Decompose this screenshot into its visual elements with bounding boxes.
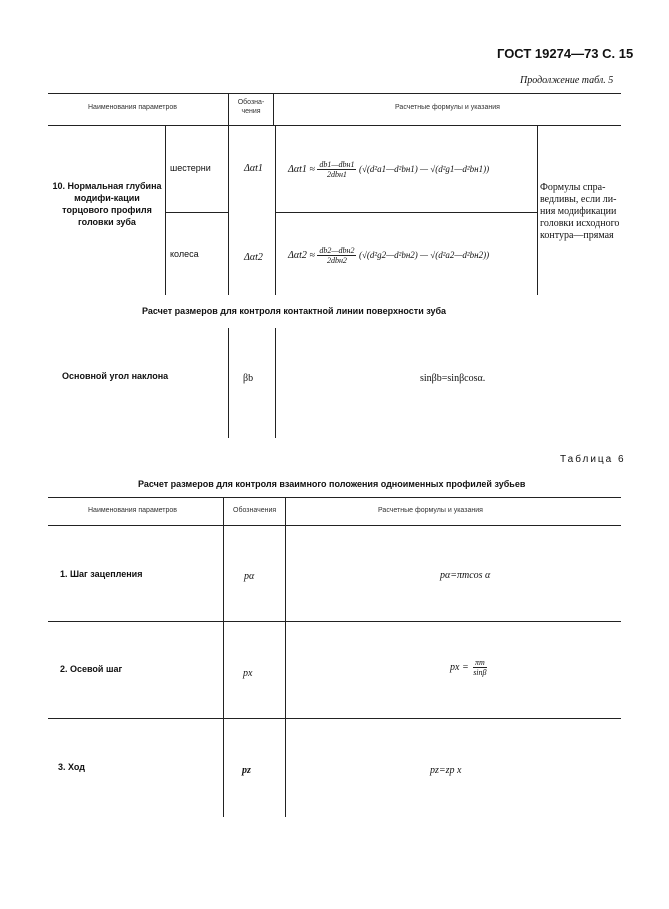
row10-divider <box>165 125 166 295</box>
row10-sub-separator <box>165 212 228 213</box>
table5-col-symbol: Обозна- чения <box>237 99 265 115</box>
row10-formula1: Δαt1 ≈ $\frac{\text{db1—dbн1}}{\text{2dbн1}}$ (√(d²a1—d²bн1) — √(d²g1—d²bн1)) <box>288 160 490 179</box>
row10-formula2: Δαt2 ≈ $\frac{\text{db2—dbн2}}{\text{2dbн2}}$ (√(d²g2—d²bн2) — √(d²a2—d²bн2)) <box>288 246 490 265</box>
table6-row-separator <box>48 718 621 719</box>
table6-row-separator <box>48 621 621 622</box>
base-angle-name: Основной угол наклона <box>62 371 169 381</box>
row10-divider <box>228 125 229 295</box>
table6-label: Таблица 6 <box>560 454 626 465</box>
table6-col-divider <box>285 497 286 817</box>
section-title: Расчет размеров для контроля контактной линии поверхности зуба <box>142 306 447 316</box>
base-angle-formula: sinβb=sinβcosα. <box>420 373 486 384</box>
base-angle-divider <box>275 328 276 438</box>
table5-top-border <box>48 93 621 94</box>
table5-col-formula: Расчетные формулы и указания <box>395 104 500 111</box>
table6-title: Расчет размеров для контроля взаимного положения одноименных профилей зубьев <box>138 479 526 489</box>
row10-name: 10. Нормальная глубина модифи-кации торцового профиля головки зуба <box>52 181 162 227</box>
table6-row2-name: 2. Осевой шаг <box>60 664 123 674</box>
row10-divider <box>275 125 276 295</box>
table6-row1-formula: pα=πmcos α <box>440 570 491 581</box>
table6-col-symbol: Обозначения <box>233 507 277 514</box>
table6-row3-symbol: pz <box>242 765 251 776</box>
row10-symbol1: Δαt1 <box>244 163 263 174</box>
base-angle-divider <box>228 328 229 438</box>
table6-col-param: Наименования параметров <box>88 507 178 514</box>
table5-header-border <box>48 125 621 126</box>
table6-row2-formula: px = $\frac{\pi m}{\sin\beta}$ <box>450 658 487 677</box>
table5-col-param: Наименования параметров <box>88 104 178 111</box>
table6-row1-name: 1. Шаг зацепления <box>60 569 143 579</box>
row10-sub-gear2: колеса <box>170 249 199 259</box>
document-title: ГОСТ 19274—73 С. 15 <box>497 46 634 61</box>
base-angle-symbol: βb <box>243 373 254 384</box>
table5-header-divider <box>273 93 274 125</box>
table5-header-divider <box>228 93 229 125</box>
table6-row3-name: 3. Ход <box>58 762 85 772</box>
table6-row3-formula: pz=zp x <box>430 765 462 776</box>
table6-row1-symbol: pα <box>244 571 255 582</box>
row10-sub-gear1: шестерни <box>170 163 211 173</box>
table6-row2-symbol: px <box>243 668 253 679</box>
table6-col-formula: Расчетные формулы и указания <box>378 507 483 514</box>
row10-divider <box>537 125 538 295</box>
table6-top-border <box>48 497 621 498</box>
table6-col-divider <box>223 497 224 817</box>
table6-header-border <box>48 525 621 526</box>
continuation-label: Продолжение табл. 5 <box>520 75 614 86</box>
row10-sub-separator <box>275 212 537 213</box>
row10-note: Формулы спра-ведливы, если ли-ния модификации головки исходного контура—прямая <box>540 182 620 241</box>
row10-symbol2: Δαt2 <box>244 252 263 263</box>
